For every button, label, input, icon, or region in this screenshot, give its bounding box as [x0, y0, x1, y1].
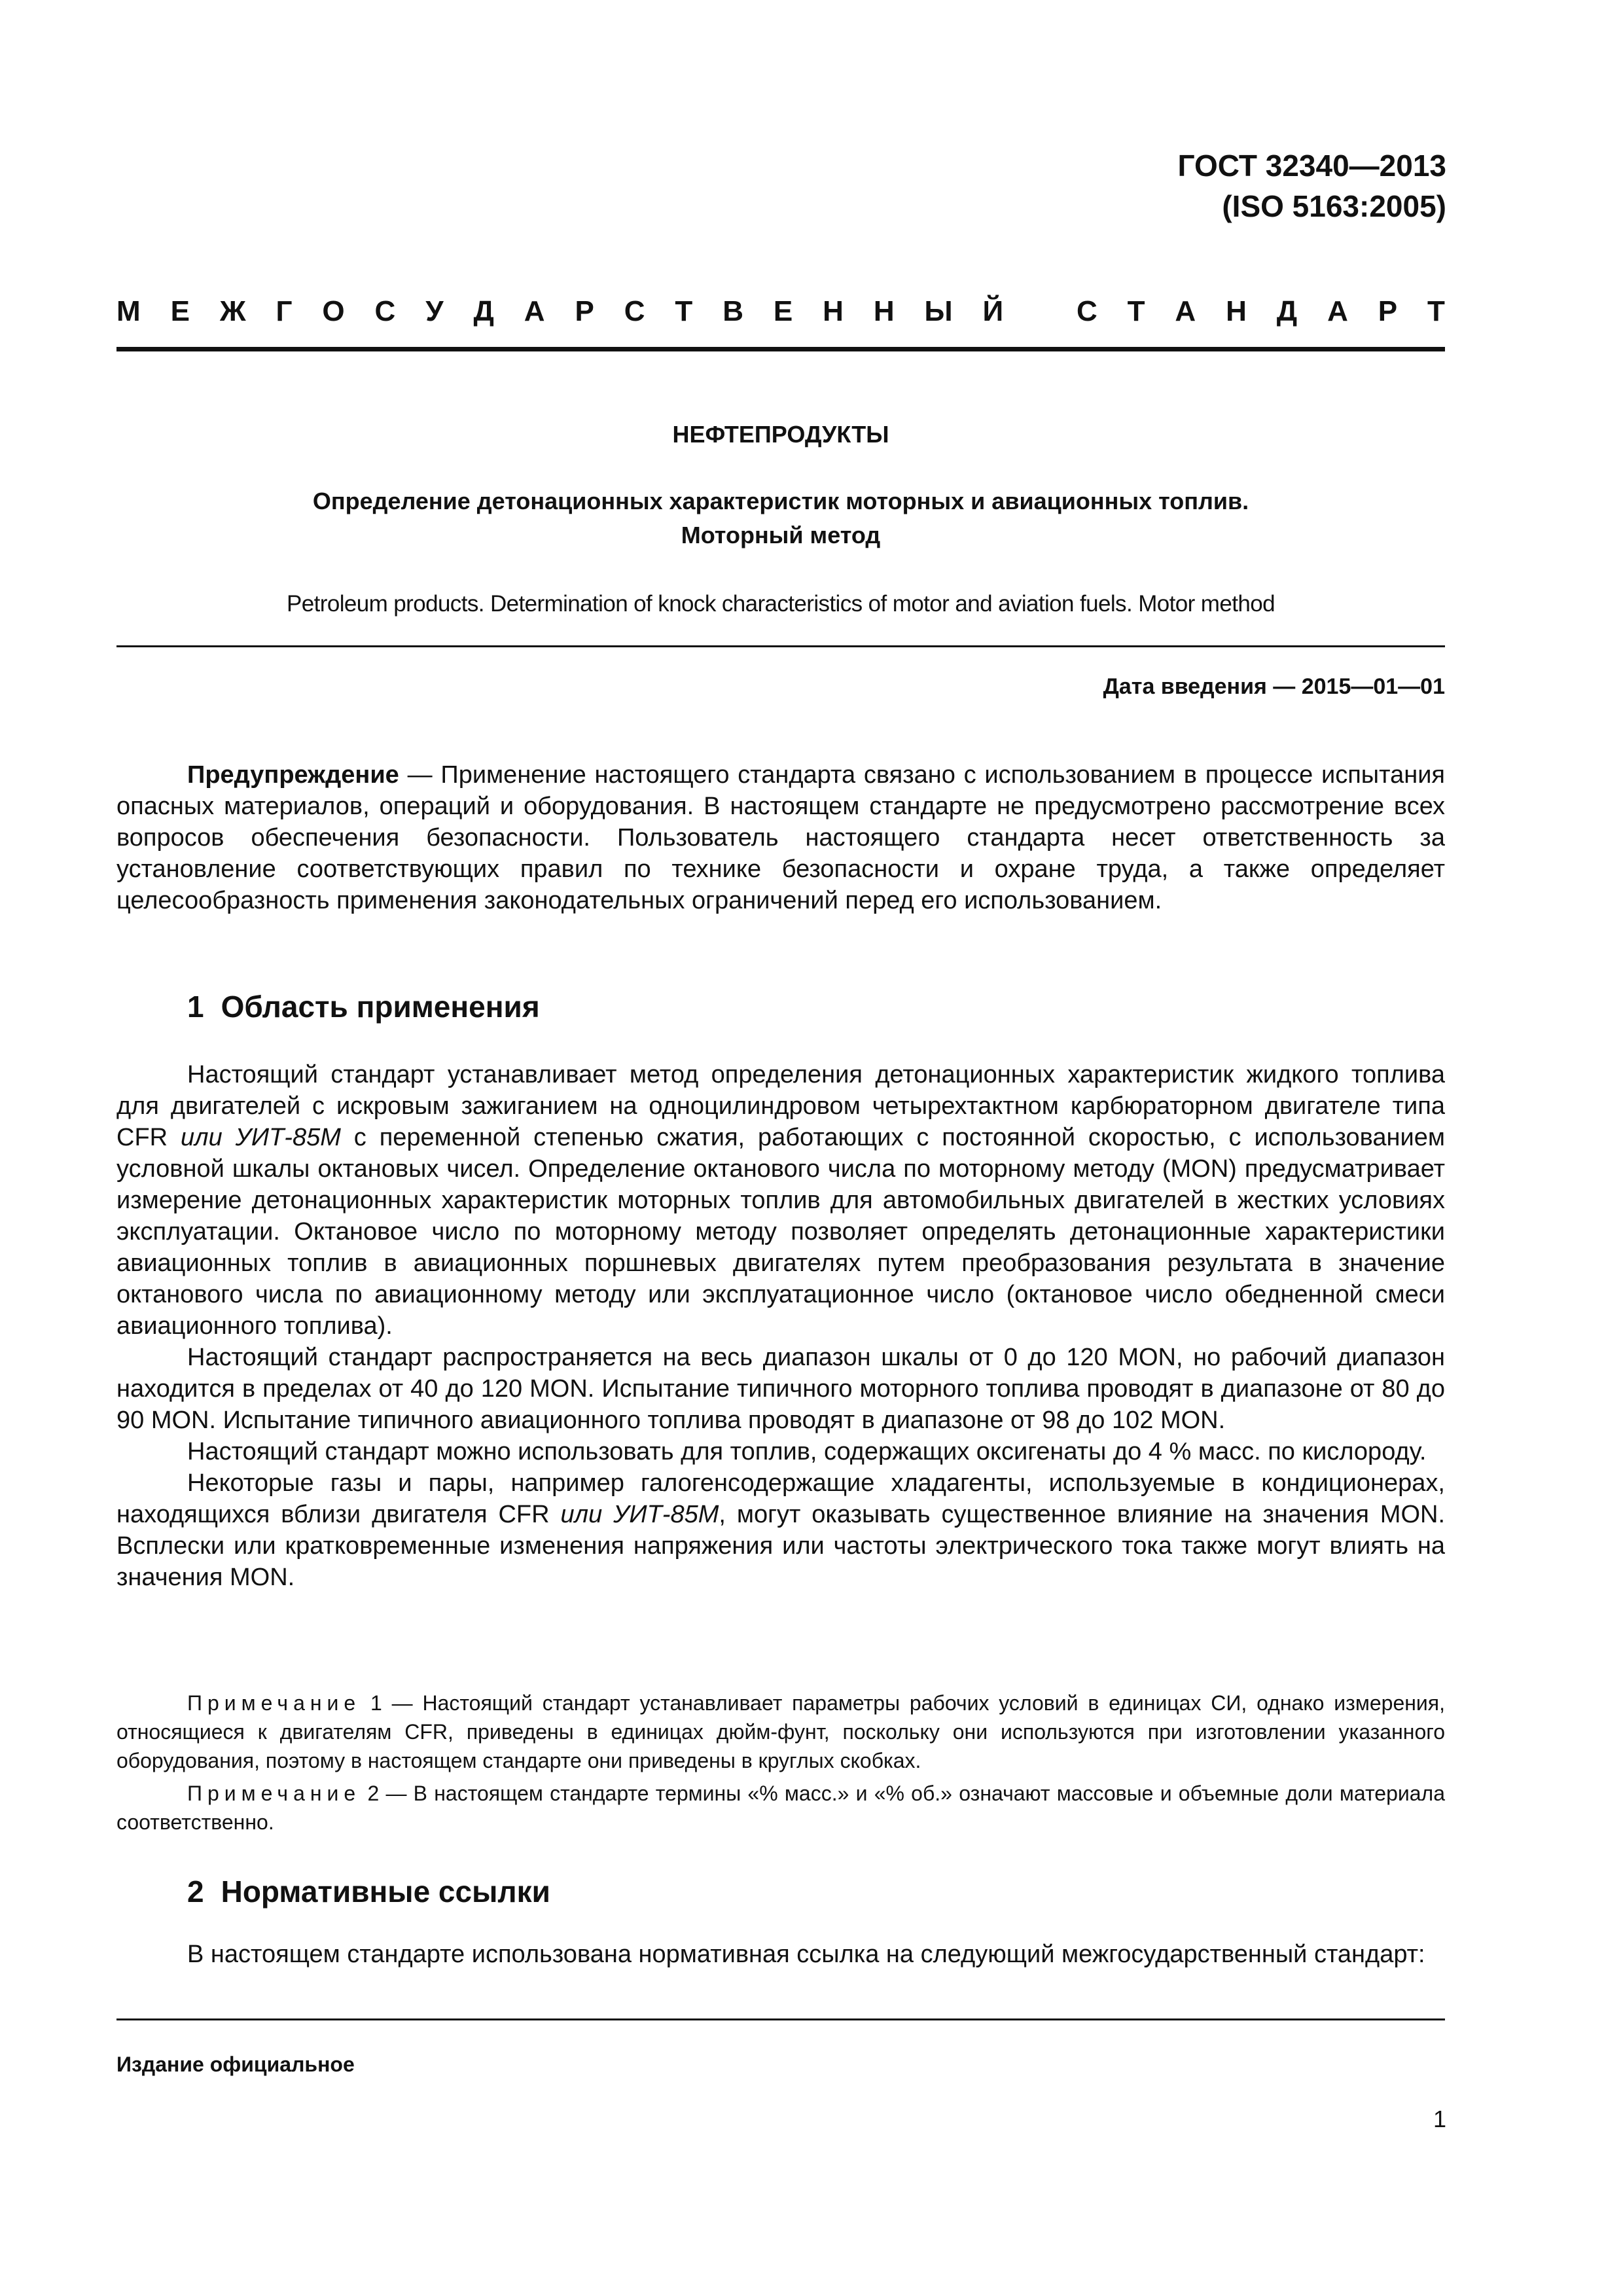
banner-rule [116, 347, 1445, 351]
section-1-paragraph-3: Настоящий стандарт можно использовать для топлив, содержащих оксигенаты до 4 % масс. по кислороду. [187, 1438, 1427, 1465]
banner-letter: Й [982, 295, 1004, 327]
banner-letter: А [1327, 295, 1348, 327]
banner-letter: С [1076, 295, 1097, 327]
banner-letter: Ж [219, 295, 246, 327]
banner-letter: Ы [924, 295, 953, 327]
note-2-label: Примечание [187, 1782, 361, 1805]
document-subtitle [116, 484, 1445, 552]
banner-letter: У [425, 295, 444, 327]
banner-letter: С [374, 295, 396, 327]
section-1-paragraph-4: Некоторые газы и пары, например галогенсодержащие хладагенты, используемые в кондиционерах, находящихся вблизи двигателя CFR или УИТ-85М, могут оказывать существенное влияние на значения MON. Всплески или кратковременные изменения напряжения или частоты электрического тока также могут влиять на значения MON. [116, 1469, 1446, 1591]
document-code [1178, 145, 1446, 226]
footer-rule [116, 2018, 1445, 2020]
banner-letter: А [1175, 295, 1196, 327]
section-2-body [116, 1939, 1445, 1970]
banner-letter: Н [823, 295, 844, 327]
title-rule [116, 645, 1445, 647]
english-title: Petroleum products. Determination of knock characteristics of motor and aviation fuels. Motor method [287, 591, 1275, 617]
banner-letter: В [722, 295, 743, 327]
subtitle-line-2: Моторный метод [681, 522, 881, 548]
banner-letter: Е [170, 295, 190, 327]
banner-letter: С [624, 295, 645, 327]
iso-number: (ISO 5163:2005) [1222, 189, 1446, 223]
warning-label: Предупреждение [187, 761, 399, 789]
banner-letter: Т [1427, 295, 1445, 327]
note-2: Примечание 2 — В настоящем стандарте термины «% масс.» и «% об.» означают массовые и объемные доли материала соответственно. [116, 1782, 1445, 1834]
section-1-body [116, 1059, 1445, 1593]
banner-letter: Н [1226, 295, 1247, 327]
banner-letter: Г [276, 295, 293, 327]
page-number: 1 [1433, 2106, 1446, 2132]
banner-letter: Р [575, 295, 594, 327]
introduction-date: Дата введения — 2015—01—01 [1103, 674, 1445, 699]
section-1-paragraph-2: Настоящий стандарт распространяется на весь диапазон шкалы от 0 до 120 MON, но рабочий диапазон находится в пределах от 40 до 120 MON. Испытание типичного моторного топлива проводят в диапазоне от 80 до 90 MON. Испытание типичного авиационного топлива проводят в диапазоне от 98 до 102 MON. [116, 1344, 1445, 1434]
official-edition-label: Издание официальное [116, 2053, 355, 2076]
banner-letter: М [116, 295, 141, 327]
banner-letter: О [322, 295, 345, 327]
interstate-standard-banner [116, 292, 1445, 331]
banner-letter: Д [473, 295, 494, 327]
section-2-paragraph-1: В настоящем стандарте использована нормативная ссылка на следующий межгосударственный стандарт: [187, 1941, 1425, 1968]
banner-letter: Т [675, 295, 693, 327]
document-title: НЕФТЕПРОДУКТЫ [672, 421, 889, 448]
gost-number: ГОСТ 32340—2013 [1177, 149, 1446, 183]
section-2-title: Нормативные ссылки [221, 1874, 550, 1909]
banner-letter: Т [1127, 295, 1145, 327]
section-1-number: 1 [187, 990, 204, 1024]
section-2-number: 2 [187, 1874, 204, 1909]
banner-letter: А [524, 295, 545, 327]
warning-paragraph [116, 759, 1445, 916]
subtitle-line-1: Определение детонационных характеристик моторных и авиационных топлив. [312, 488, 1249, 514]
banner-letter: Н [873, 295, 895, 327]
section-2-heading [187, 1872, 550, 1911]
section-1-title: Область применения [221, 990, 540, 1024]
banner-word-gap [1033, 292, 1046, 331]
section-1-heading [187, 987, 540, 1026]
warning-text: — Применение настоящего стандарта связано с использованием в процессе испытания опасных материалов, операций и оборудования. В настоящем стандарте не предусмотрено рассмотрение всех вопросов обеспечения безопасности. Пользователь настоящего стандарта несет ответственность за установление соответствующих правил по технике безопасности и охране труда, а также определяет целесообразность применения законодательных ограничений перед его использованием. [116, 761, 1445, 914]
note-1: Примечание 1 — Настоящий стандарт устанавливает параметры рабочих условий в единицах СИ, однако измерения, относящиеся к двигателям CFR, приведены в единицах дюйм-фунт, поскольку они используются при изготовлении указанного оборудования, поэтому в настоящем стандарте они приведены в круглых скобках. [116, 1691, 1445, 1772]
banner-letter: Р [1378, 295, 1398, 327]
banner-letter: Е [773, 295, 793, 327]
note-1-label: Примечание [187, 1691, 361, 1715]
section-1-paragraph-1: Настоящий стандарт устанавливает метод определения детонационных характеристик жидкого топлива для двигателей с искровым зажиганием на одноцилиндровом четырехтактном карбюраторном двигателе типа CFR или УИТ-85М с переменной степенью сжатия, работающих с постоянной скоростью, с использованием условной шкалы октановых чисел. Определение октанового числа по моторному методу (MON) предусматривает измерение детонационных характеристик моторных топлив для автомобильных двигателей в жестких условиях эксплуатации. Октановое число по моторному методу позволяет определять детонационные характеристики авиационных топлив в авиационных поршневых двигателях путем преобразования результата в значение октанового числа по авиационному методу или эксплуатационное число (октановое число обедненной смеси авиационного топлива). [116, 1061, 1446, 1340]
notes-block [116, 1689, 1445, 1840]
banner-letter: Д [1276, 295, 1298, 327]
